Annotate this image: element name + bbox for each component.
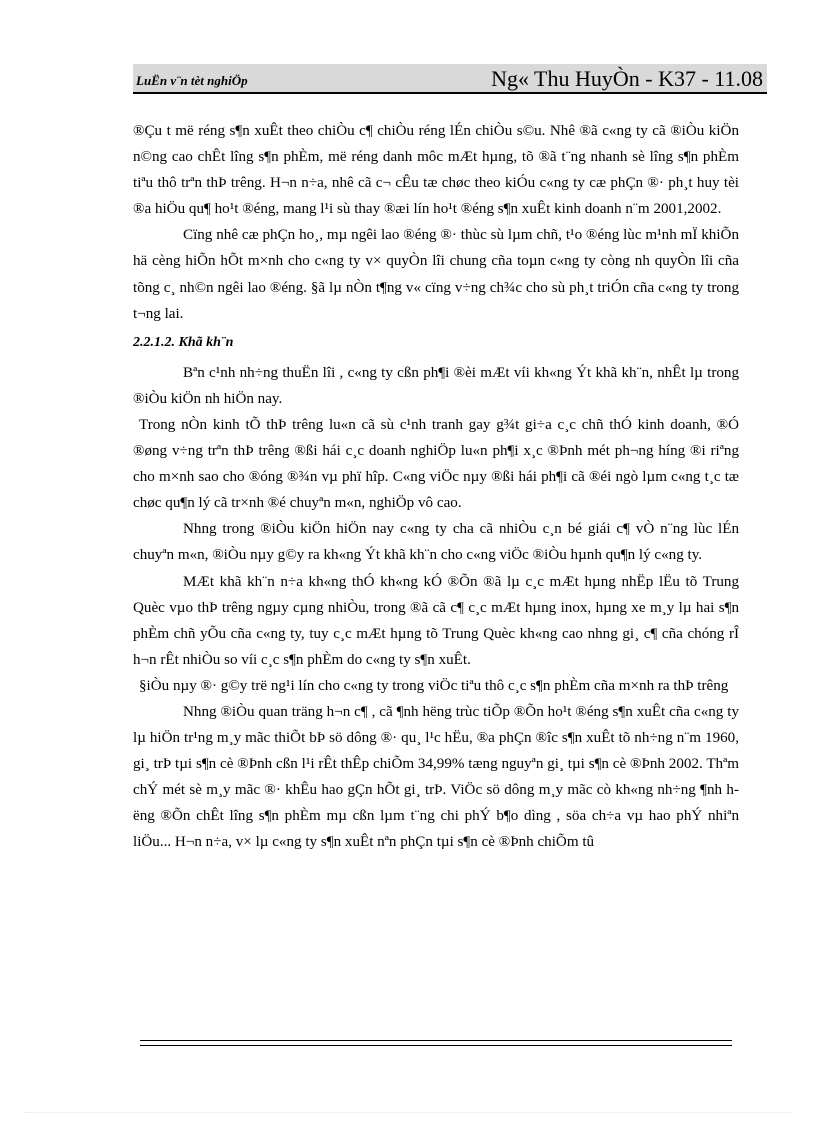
paragraph: §iÒu nµy ®· g©y trë ng¹i lín cho c«ng ty trong viÖc tiªu thô c¸c s¶n phÈm cña m×nh ra thÞ trêng (139, 677, 729, 694)
section-heading: 2.2.1.2. Khã kh¨n (133, 334, 234, 350)
footer-rule (140, 1040, 732, 1041)
footer-rule (140, 1045, 732, 1046)
document-body (133, 118, 739, 856)
header-thesis-label: LuËn v¨n tèt nghiÖp (136, 73, 248, 88)
paragraph: Nhng trong ®iÒu kiÖn hiÖn nay c«ng ty cha cã nhiÒu c¸n bé giái c¶ vÒ n¨ng lùc lÉn chuyªn m«n, ®iÒu nµy g©y ra kh«ng Ýt khã kh¨n cho c«ng viÖc ®iÒu hµnh qu¶n lý c«ng ty. (133, 521, 739, 564)
paragraph: ®Çu t më réng s¶n xuÊt theo chiÒu c¶ chiÒu réng lÉn chiÒu s©u. Nhê ®ã c«ng ty cã ®iÒu kiÖn n©ng cao chÊt lîng s¶n phÈm, më réng danh môc mÆt hµng, tõ ®ã t¨ng nhanh sè lîng s¶n phÈm tiªu thô trªn thÞ trêng. H¬n n÷a, nhê cã c¬ cÊu tæ chøc theo kiÓu c«ng ty cæ phÇn ®· ph¸t huy tèi ®a hiÖu qu¶ ho¹t ®éng, mang l¹i sù thay ®æi lín ho¹t ®éng s¶n xuÊt kinh doanh n¨m 2001,2002. (133, 123, 739, 218)
paragraph: Cïng nhê cæ phÇn ho¸, mµ ngêi lao ®éng ®· thùc sù lµm chñ, t¹o ®éng lùc m¹nh mÏ khiÕn hä cèng hiÕn hÕt m×nh cho c«ng ty v× quyÒn lîi chung cña toµn c«ng ty còng nh quyÒn lîi cña tõng c¸ nh©n ngêi lao ®éng. §ã lµ nÒn t¶ng v« cïng v÷ng ch¾c cho sù ph¸t triÓn cña c«ng ty trong t¬ng lai. (133, 227, 739, 322)
page-header (133, 64, 767, 94)
paragraph: Bªn c¹nh nh÷ng thuËn lîi , c«ng ty cßn ph¶i ®èi mÆt víi kh«ng Ýt khã kh¨n, nhÊt lµ trong ®iÒu kiÖn nh hiÖn nay. (133, 364, 739, 407)
paragraph: Trong nÒn kinh tÕ thÞ trêng lu«n cã sù c¹nh tranh gay g¾t gi÷a c¸c chñ thÓ kinh doanh, ®Ó ®øng v÷ng trªn thÞ trêng ®ßi hái c¸c doanh nghiÖp lu«n ph¶i x¸c ®Þnh mét ph¬ng híng ®i riªng cho m×nh sao cho ®óng ®¾n vµ phï hîp. C«ng viÖc nµy ®ßi hái ph¶i cã ®éi ngò lµm c«ng t¸c tæ chøc qu¶n lý cã tr×nh ®é chuyªn m«n, nghiÖp vô cao. (133, 416, 739, 512)
paragraph: Nhng ®iÒu quan träng h¬n c¶ , cã ¶nh hëng trùc tiÕp ®Õn ho¹t ®éng s¶n xuÊt cña c«ng ty lµ hiÖn tr¹ng m¸y mãc thiÕt bÞ sö dông ®· qu¸ l¹c hËu, ®a phÇn ®îc s¶n xuÊt tõ nh÷ng n¨m 1960, gi¸ trÞ tµi s¶n cè ®Þnh cßn l¹i rÊt thÊp chiÕm 34,99% tæng nguyªn gi¸ tµi s¶n cè ®Þnh 2002. Thªm chÝ mét sè m¸y mãc ®· khÊu hao gÇn hÕt gi¸ trÞ. ViÖc sö dông m¸y mãc cò kh«ng nh÷ng ¶nh hëng ®Õn chÊt lîng s¶n phÈm mµ cßn lµm t¨ng chi phÝ b¶o dìng , söa ch÷a vµ hao phÝ nhiªn liÖu... H¬n n÷a, v× lµ c«ng ty s¶n xuÊt nªn phÇn tµi s¶n cè ®Þnh chiÕm tû (133, 703, 739, 851)
header-author: Ng« Thu HuyÒn - K37 - 11.08 (491, 66, 763, 91)
page-edge-dots (24, 1112, 792, 1113)
paragraph: MÆt khã kh¨n n÷a kh«ng thÓ kh«ng kÓ ®Õn ®ã lµ c¸c mÆt hµng nhËp lËu tõ Trung Quèc vµo thÞ trêng ngµy cµng nhiÒu, trong ®ã cã c¶ c¸c mÆt hµng inox, hµng xe m¸y lµ hai s¶n phÈm chñ yÕu cña c«ng ty, tuy c¸c mÆt hµng tõ Trung Quèc kh«ng cao nhng gi¸ c¶ cña chóng rÎ h¬n rÊt nhiÒu so víi c¸c s¶n phÈm do c«ng ty s¶n xuÊt. (133, 573, 739, 668)
